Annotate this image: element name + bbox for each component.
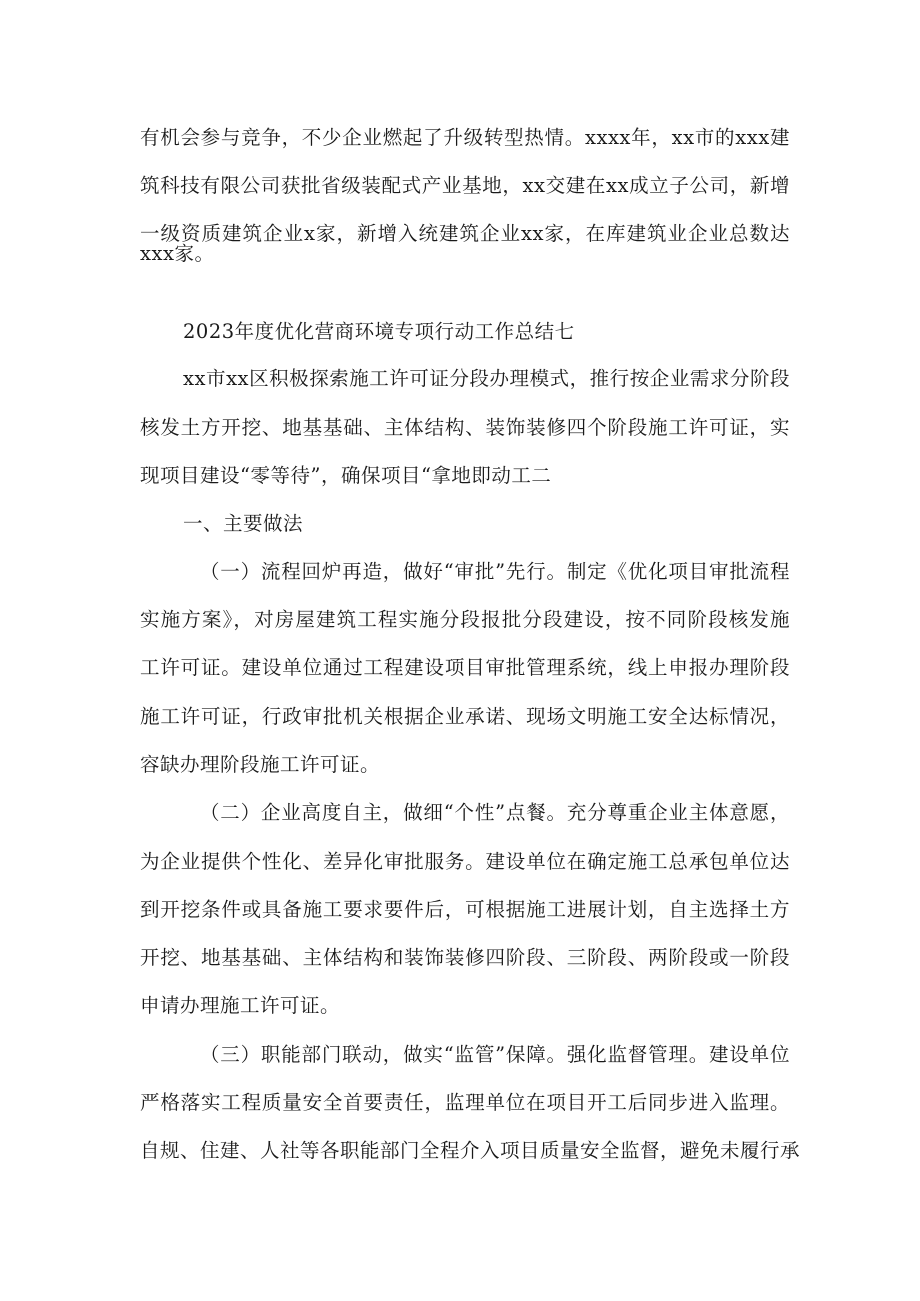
p1-line-2: 实施方案》，对房屋建筑工程实施分段报批分段建设，按不同阶段核发施 <box>140 608 790 631</box>
intro-line-3: 一级资质建筑企业x家，新增入统建筑企业xx家，在库建筑业企业总数达 <box>140 222 790 245</box>
summary-line-1: xx市xx区积极探索施工许可证分段办理模式，推行按企业需求分阶段 <box>183 367 790 390</box>
summary-line-3: 现项目建设“零等待”，确保项目“拿地即动工二 <box>140 464 552 487</box>
intro-line-2: 筑科技有限公司获批省级装配式产业基地，xx交建在xx成立子公司，新增 <box>140 174 790 197</box>
p2-line-2: 为企业提供个性化、差异化审批服务。建设单位在确定施工总承包单位达 <box>140 850 790 873</box>
p2-line-3: 到开挖条件或具备施工要求要件后，可根据施工进展计划，自主选择土方 <box>140 898 790 921</box>
p3-line-2: 严格落实工程质量安全首要责任，监理单位在项目开工后同步进入监理。 <box>140 1091 790 1114</box>
p2-line-1: （二）企业高度自主，做细“个性”点餐。充分尊重企业主体意愿， <box>200 801 790 824</box>
p3-line-3: 自规、住建、人社等各职能部门全程介入项目质量安全监督，避免未履行承 <box>140 1139 801 1162</box>
p3-line-1: （三）职能部门联动，做实“监管”保障。强化监督管理。建设单位 <box>200 1043 790 1066</box>
intro-line-1: 有机会参与竞争，不少企业燃起了升级转型热情。xxxx年，xx市的xxx建 <box>140 126 790 149</box>
section-title: 2023年度优化营商环境专项行动工作总结七 <box>183 320 575 343</box>
intro-line-4: xxx家。 <box>140 242 215 265</box>
p1-line-4: 施工许可证，行政审批机关根据企业承诺、现场文明施工安全达标情况， <box>140 705 790 728</box>
subheading-main-practices: 一、主要做法 <box>183 512 304 535</box>
p2-line-4: 开挖、地基基础、主体结构和装饰装修四阶段、三阶段、两阶段或一阶段 <box>140 946 790 969</box>
p2-line-5: 申请办理施工许可证。 <box>140 994 341 1017</box>
p1-line-3: 工许可证。建设单位通过工程建设项目审批管理系统，线上申报办理阶段 <box>140 656 790 679</box>
summary-line-2: 核发土方开挖、地基基础、主体结构、装饰装修四个阶段施工许可证，实 <box>140 416 790 439</box>
p1-line-1: （一）流程回炉再造，做好“审批”先行。制定《优化项目审批流程 <box>200 560 790 583</box>
p1-line-5: 容缺办理阶段施工许可证。 <box>140 753 381 776</box>
